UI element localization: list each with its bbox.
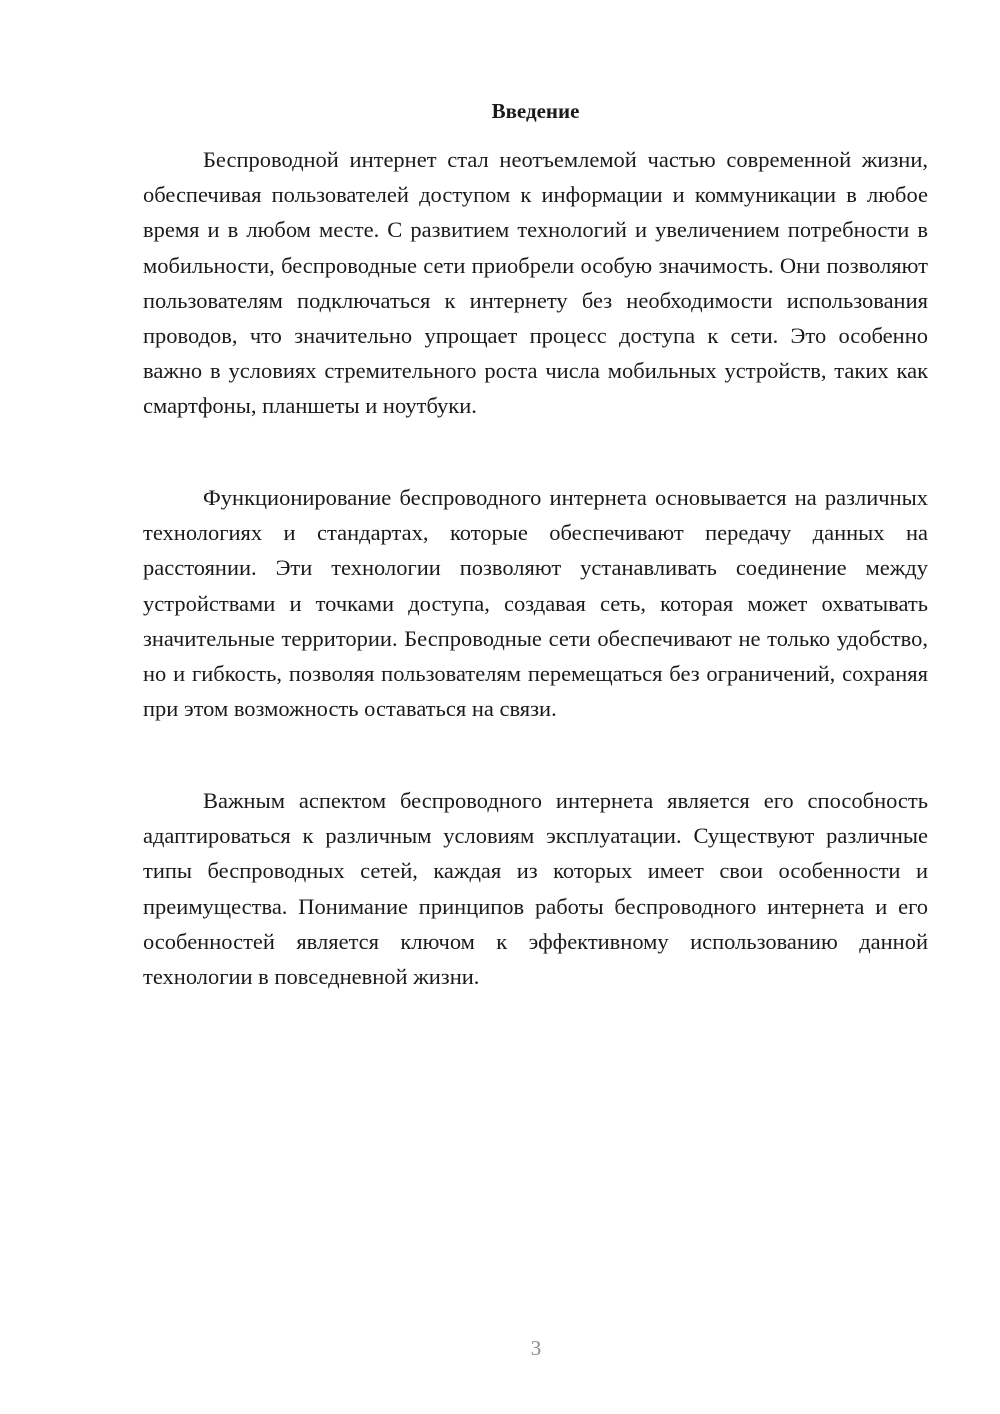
paragraph-1: Беспроводной интернет стал неотъемлемой частью современной жизни, обеспечивая пользователей доступом к информации и коммуникации в любое время и в любом месте. С развитием технологий и увеличением потребности в мобильности, беспроводные сети приобрели особую значимость. Они позволяют пользователям подключаться к интернету без необходимости использования проводов, что значительно упрощает процесс доступа к сети. Это особенно важно в условиях стремительного роста числа мобильных устройств, таких как смартфоны, планшеты и ноутбуки. [143, 147, 928, 419]
paragraph-2: Функционирование беспроводного интернета основывается на различных технологиях и стандартах, которые обеспечивают передачу данных на расстоянии. Эти технологии позволяют устанавливать соединение между устройствами и точками доступа, создавая сеть, которая может охватывать значительные территории. Беспроводные сети обеспечивают не только удобство, но и гибкость, позволяя пользователям перемещаться без ограничений, сохраняя при этом возможность оставаться на связи. [143, 485, 928, 722]
page-number: 3 [530, 1336, 542, 1360]
paragraph-3: Важным аспектом беспроводного интернета является его способность адаптироваться к различным условиям эксплуатации. Существуют различные типы беспроводных сетей, каждая из которых имеет свои особенности и преимущества. Понимание принципов работы беспроводного интернета и его особенностей является ключом к эффективному использованию данной технологии в повседневной жизни. [143, 788, 928, 990]
section-heading: Введение [491, 99, 580, 123]
